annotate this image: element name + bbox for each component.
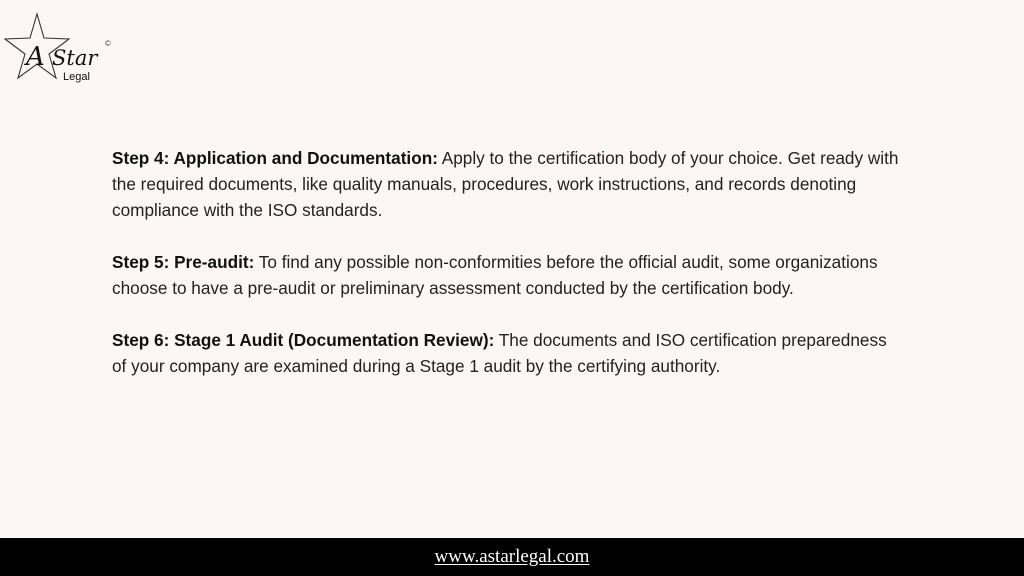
logo-copyright: ©	[105, 39, 111, 48]
astar-legal-logo	[4, 12, 116, 86]
step-5-title: Step 5: Pre-audit:	[112, 252, 255, 272]
logo-star-word: Star	[52, 46, 98, 70]
website-link[interactable]: www.astarlegal.com	[434, 546, 590, 567]
logo-legal-word: Legal	[63, 71, 90, 83]
step-4-title: Step 4: Application and Documentation:	[112, 148, 438, 168]
star-logo-icon	[4, 12, 116, 86]
step-5-paragraph	[112, 249, 902, 301]
footer-bar	[0, 538, 1024, 576]
steps-content	[112, 145, 902, 405]
step-6-paragraph	[112, 327, 902, 379]
step-4-body: Apply to the certification body of your choice. Get ready with the required documents, like quality manuals, procedures, work instructions, and records denoting compliance with the ISO standards.	[112, 148, 899, 220]
step-5-body: To find any possible non-conformities before the official audit, some organizations choose to have a pre-audit or preliminary assessment conducted by the certification body.	[112, 252, 878, 298]
logo-letter: A	[26, 42, 45, 72]
step-6-title: Step 6: Stage 1 Audit (Documentation Review):	[112, 330, 495, 350]
step-6-body: The documents and ISO certification preparedness of your company are examined during a Stage 1 audit by the certifying authority.	[112, 330, 887, 376]
step-4-paragraph	[112, 145, 902, 223]
